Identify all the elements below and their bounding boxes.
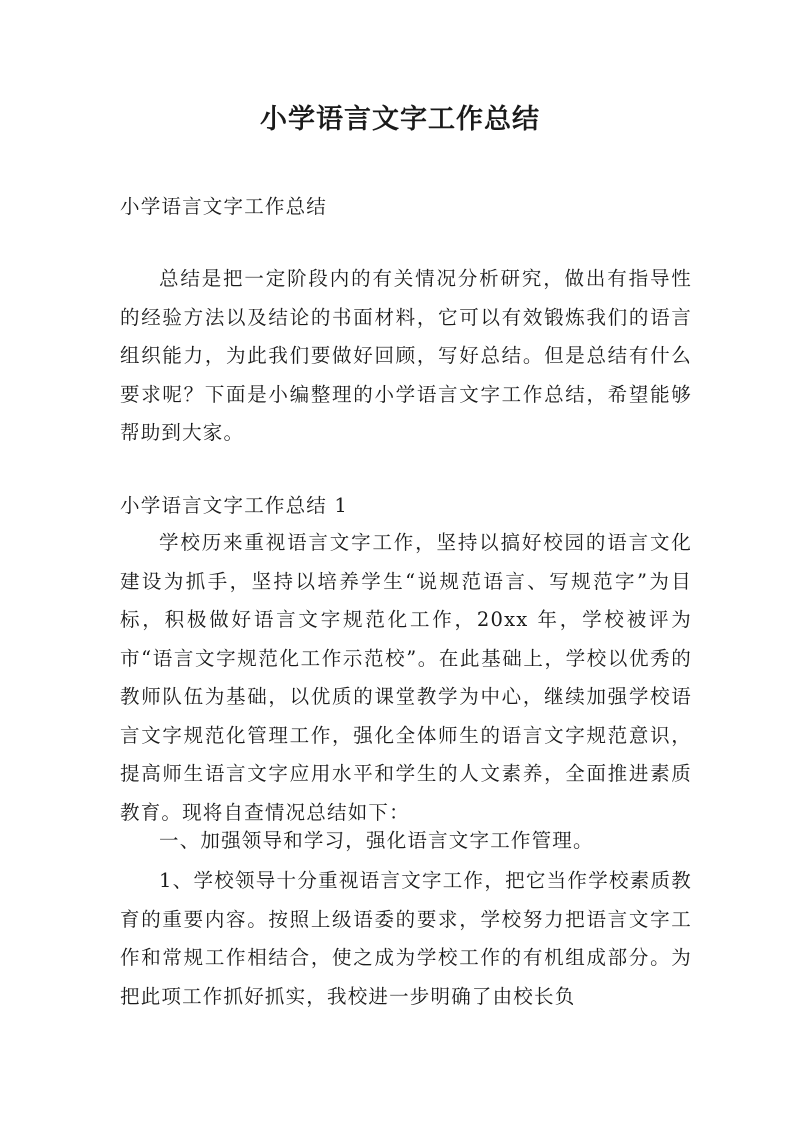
document-subtitle: 小学语言文字工作总结: [120, 195, 328, 218]
intro-paragraph: 总结是把一定阶段内的有关情况分析研究，做出有指导性的经验方法以及结论的书面材料，它可以有效锻炼我们的语言组织能力，为此我们要做好回顾，写好总结。但是总结有什么要求呢？下面是小编整理的小学语言文字工作总结，希望能够帮助到大家。: [120, 267, 692, 444]
document-title: 小学语言文字工作总结: [260, 104, 540, 135]
section-subheading: 一、加强领导和学习，强化语言文字工作管理。: [159, 829, 594, 852]
section-paragraph-2: 1、学校领导十分重视语言文字工作，把它当作学校素质教育的重要内容。按照上级语委的要求，学校努力把语言文字工作和常规工作相结合，使之成为学校工作的有机组成部分。为把此项工作抓好抓实，我校进一步明确了由校长负: [120, 869, 692, 1008]
section-paragraph: 学校历来重视语言文字工作，坚持以搞好校园的语言文化建设为抓手，坚持以培养学生“说规范语言、写规范字”为目标，积极做好语言文字规范化工作，20xx 年，学校被评为市“语言文字规范化工作示范校”。在此基础上，学校以优秀的教师队伍为基础，以优质的课堂教学为中心，继续加强学校语言文字规范化管理工作，强化全体师生的语言文字规范意识，提高师生语言文字应用水平和学生的人文素养，全面推进素质教育。现将自查情况总结如下：: [120, 531, 692, 824]
section-heading: 小学语言文字工作总结 1: [120, 494, 349, 517]
